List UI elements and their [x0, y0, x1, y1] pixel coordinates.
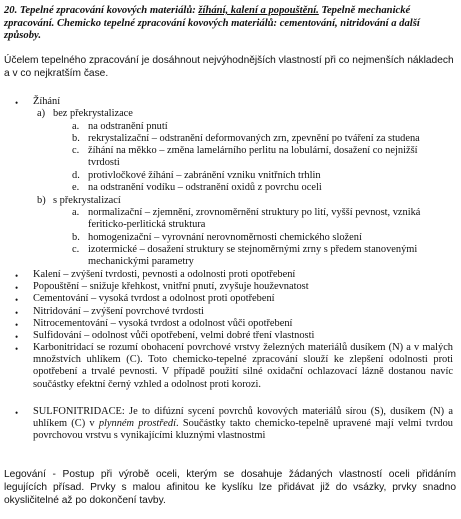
a-item-text: žíhání na měkko – změna lamelárního perlitu na lobulární, dosažení co nejnižší tvrdosti [88, 145, 418, 169]
zihani-a-label: a) [37, 108, 46, 119]
bullet-item: Popouštění – snižuje křehkost, vnitřní pnutí, zvyšuje houževnatost [33, 281, 309, 292]
sulfonitridace-term: SULFONITRIDACE: [33, 406, 125, 417]
bullet-cementovani: • [15, 295, 19, 305]
b-item-mark: a. [72, 207, 80, 218]
bullet-sulfidovani: • [15, 332, 19, 342]
a-item-text: na odstranění pnutí [88, 121, 168, 132]
intro-paragraph: Účelem tepelného zpracování je dosáhnout nejvýhodnějších vlastností při co nejmenších nákladech a v co nejkratším čase. [4, 55, 454, 79]
bullet-sulfonitridace: • [15, 408, 19, 418]
bullet-nitridovani: • [15, 308, 19, 318]
a-item-mark: e. [72, 182, 80, 193]
bullet-nitrocementovani: • [15, 320, 19, 330]
zihani-title: Žíhání [33, 96, 61, 107]
b-item-mark: c. [72, 244, 80, 255]
sulfonitridace-italic: plynném prostředí [98, 418, 177, 430]
a-item-text: protivločkové žíhání – zabránění vzniku vnitřních trhlin [88, 170, 321, 181]
bullet-karbonitridace: • [15, 344, 19, 354]
a-item-mark: c. [72, 145, 80, 156]
bullet-item: Sulfidování – odolnost vůči opotřebení, velmi dobré tření vlastnosti [33, 330, 315, 341]
bullet-item: Cementování – vysoká tvrdost a odolnost proti opotřebení [33, 293, 275, 304]
bullet-item: Nitrocementování – vysoká tvrdost a odolnost vůči opotřebení [33, 318, 293, 329]
legovani-paragraph: Legování - Postup při výrobě oceli, kterým se dosahuje žádaných vlastností oceli přidáním legujících přísad. Prvky s malou afinitou ke kyslíku lze přidávat již do vsázky, prvky snadno okysličitelné až po dokončení tavby. [4, 469, 456, 506]
sulfonitridace-paragraph [33, 406, 453, 443]
b-item-mark: b. [72, 232, 80, 243]
a-item-text: rekrystalizační – odstranění deformovaných zrn, zpevnění po tváření za studena [88, 133, 420, 144]
heading-number: 20. [4, 5, 18, 16]
a-item-mark: d. [72, 170, 80, 181]
sulfonitridace-text2: . Součástky takto chemicko-tepelně upravené mají velmi tvrdou povrchovou vrstvu s vynikajícími kluznými vlastnostmi [33, 418, 453, 442]
b-item-text: izotermické – dosažení struktury se stejnoměrnými zrny s předem stanovenými mechanickými parametry [88, 244, 418, 268]
a-item-text: na odstranění vodíku – odstranění oxidů z povrchu oceli [88, 182, 322, 193]
b-item-text: normalizační – zjemnění, zrovnoměrnění struktury po lití, vyšší pevnost, vzniká feriticko-perlitická struktura [88, 207, 421, 231]
zihani-a-title: bez překrystalizace [53, 108, 133, 119]
section-heading [4, 5, 456, 43]
bullet-kaleni: • [15, 271, 19, 281]
bullet-item: Nitridování – zvýšení povrchové tvrdosti [33, 306, 204, 317]
b-item-text: homogenizační – vyrovnání nerovnoměrnosti chemického složení [88, 232, 362, 243]
a-item-mark: b. [72, 133, 80, 144]
bullet-item: Kalení – zvýšení tvrdosti, pevnosti a odolnosti proti opotřebení [33, 269, 296, 280]
heading-part1: Tepelné zpracování kovových materiálů: [19, 5, 196, 16]
bullet-zihani: • [15, 98, 19, 108]
heading-part1-underlined: žíhání, kalení a popouštění. [198, 5, 319, 16]
heading-part2: Tepelně mechanické zpracování. Chemicko tepelné zpracování kovových materiálů: cementování, nitridování a další způsoby. [4, 5, 420, 42]
sulfonitridace-text1: Je to difúzní sycení povrchů kovových materiálů sírou (S), dusíkem (N) a uhlíkem (C) v [33, 406, 453, 430]
zihani-b-label: b) [37, 195, 46, 206]
bullet-popousteni: • [15, 283, 19, 293]
karbonitridace-paragraph: Karbonitridací se rozumí obohacení povrchové vrstvy železných materiálů dusíkem (N) a v malých množstvích uhlíkem (C). Toto chemicko-tepelné zpracování slouží ke zlepšení odolnosti proti opotřebení a trvalé pevnosti. V případě použití silné oxidační ochlazovací lázně dostanou navíc součástky efektní černý vzhled a odolnost proti korozi. [33, 342, 453, 390]
zihani-b-title: s překrystalizací [53, 195, 121, 206]
a-item-mark: a. [72, 121, 80, 132]
